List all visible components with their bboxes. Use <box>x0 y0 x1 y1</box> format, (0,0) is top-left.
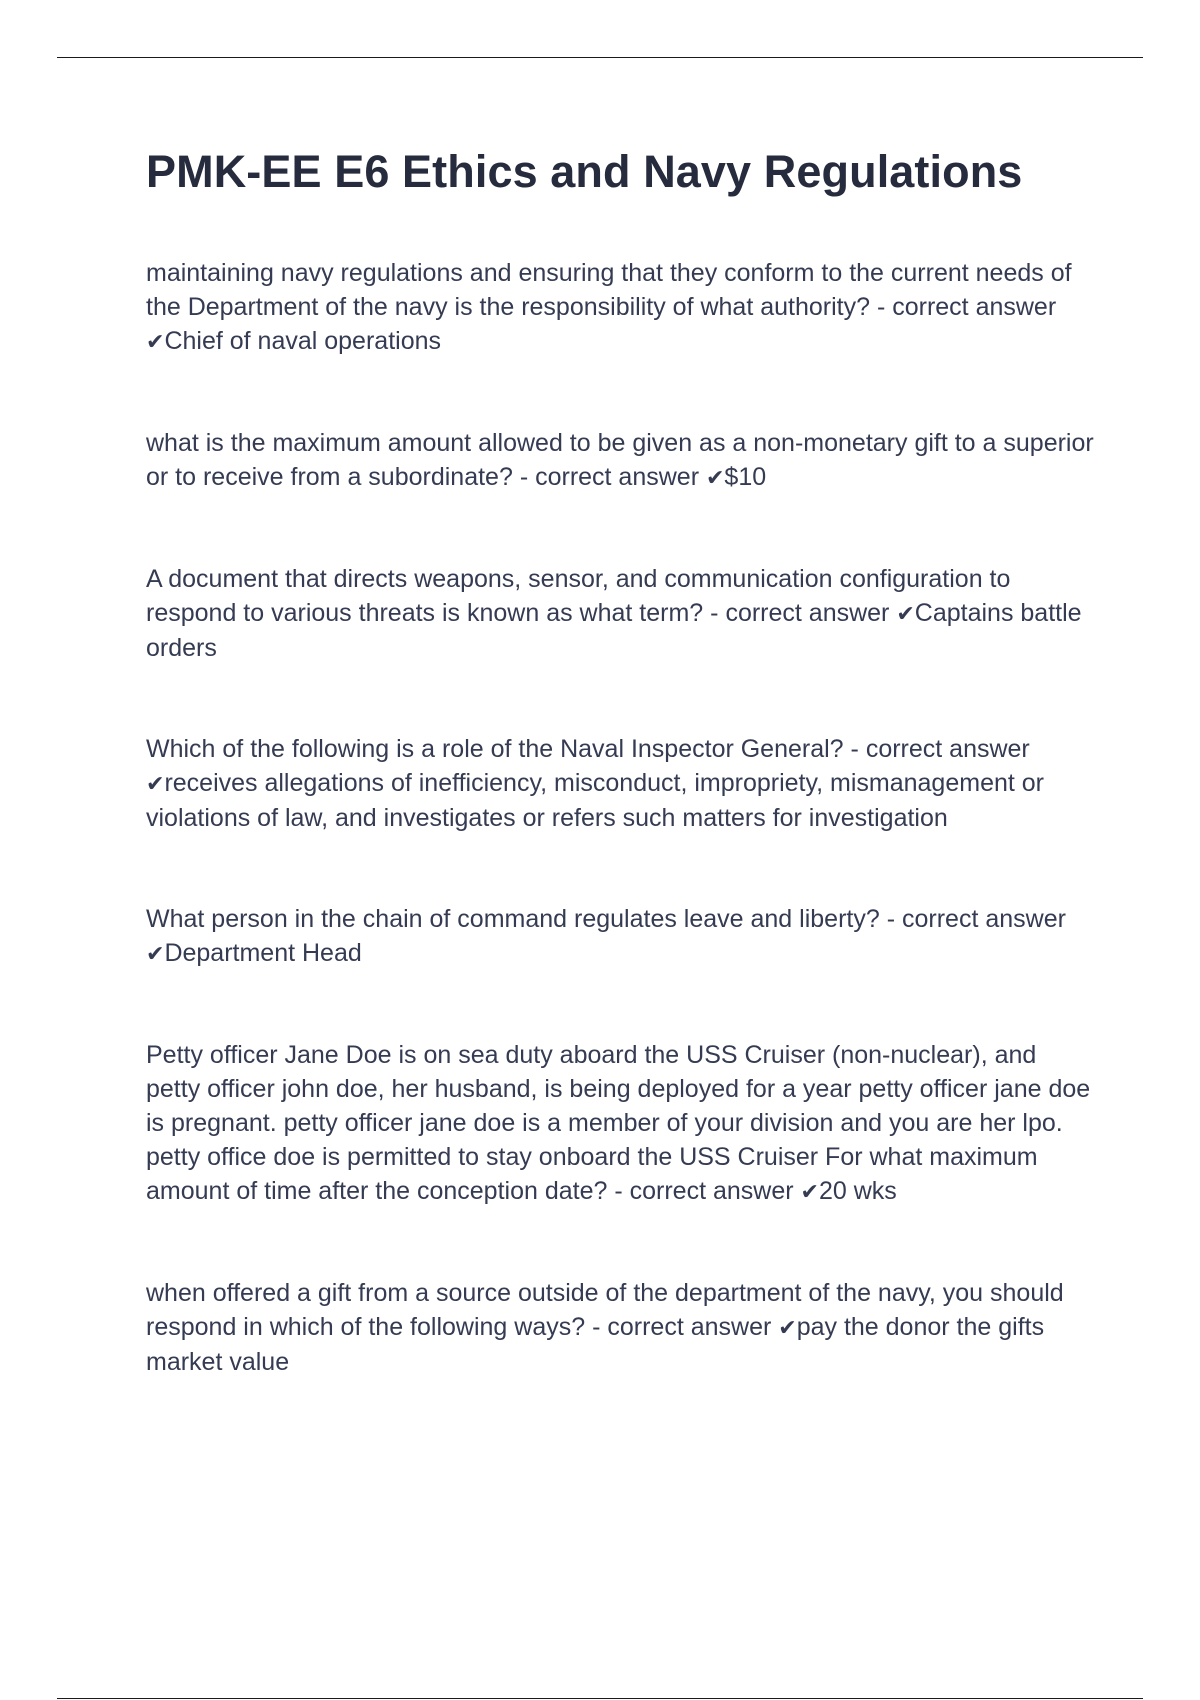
qa-list <box>146 256 1096 1379</box>
document-body <box>146 140 1096 1446</box>
checkmark-icon: ✔ <box>800 1179 819 1204</box>
checkmark-icon: ✔ <box>146 941 165 966</box>
answer-prefix: - correct answer <box>850 735 1030 763</box>
qa-item <box>146 1276 1096 1379</box>
question-text: when offered a gift from a source outside of the department of the navy, you should respond in which of the following ways? <box>146 1279 1064 1341</box>
qa-item <box>146 426 1096 495</box>
page-title: PMK-EE E6 Ethics and Navy Regulations <box>146 146 1023 197</box>
qa-item <box>146 256 1096 359</box>
answer-prefix: - correct answer <box>876 293 1057 321</box>
answer-prefix: - correct answer <box>886 905 1066 933</box>
checkmark-icon: ✔ <box>778 1315 797 1340</box>
answer-text: Chief of naval operations <box>164 327 441 355</box>
checkmark-icon: ✔ <box>146 771 165 796</box>
qa-item <box>146 902 1096 971</box>
answer-text: 20 wks <box>818 1177 897 1205</box>
bottom-rule <box>57 1698 1143 1699</box>
answer-prefix: - correct answer <box>710 599 890 627</box>
checkmark-icon: ✔ <box>146 329 165 354</box>
top-rule <box>57 57 1143 58</box>
answer-text: Captains battle orders <box>146 599 1082 662</box>
qa-item <box>146 562 1096 665</box>
qa-item <box>146 1038 1096 1209</box>
answer-text: receives allegations of inefficiency, misconduct, impropriety, mismanagement or violations of law, and investigates or refers such matters for investigation <box>146 769 1044 832</box>
question-text: A document that directs weapons, sensor, and communication configuration to respond to various threats is known as what term? <box>146 565 1011 627</box>
checkmark-icon: ✔ <box>705 465 725 490</box>
answer-text: Department Head <box>164 939 362 967</box>
question-text: maintaining navy regulations and ensuring that they conform to the current needs of the Department of the navy is the responsibility of what authority? <box>146 259 1072 321</box>
answer-prefix: - correct answer <box>614 1177 794 1205</box>
answer-prefix: - correct answer <box>592 1313 772 1341</box>
answer-text: $10 <box>724 463 767 491</box>
answer-text: pay the donor the gifts market value <box>146 1313 1045 1376</box>
question-text: Which of the following is a role of the Naval Inspector General? <box>146 735 844 763</box>
answer-prefix: - correct answer <box>519 463 700 491</box>
checkmark-icon: ✔ <box>896 601 915 626</box>
qa-item <box>146 732 1096 835</box>
question-text: what is the maximum amount allowed to be given as a non-monetary gift to a superior or to receive from a subordinate? <box>146 429 1094 491</box>
question-text: What person in the chain of command regulates leave and liberty? <box>146 905 880 933</box>
question-text: Petty officer Jane Doe is on sea duty aboard the USS Cruiser (non-nuclear), and petty officer john doe, her husband, is being deployed for a year petty officer jane doe is pregnant. petty officer jane doe is a member of your division and you are her lpo. petty office doe is permitted to stay onboard the USS Cruiser For what maximum amount of time after the conception date? <box>146 1041 1091 1205</box>
